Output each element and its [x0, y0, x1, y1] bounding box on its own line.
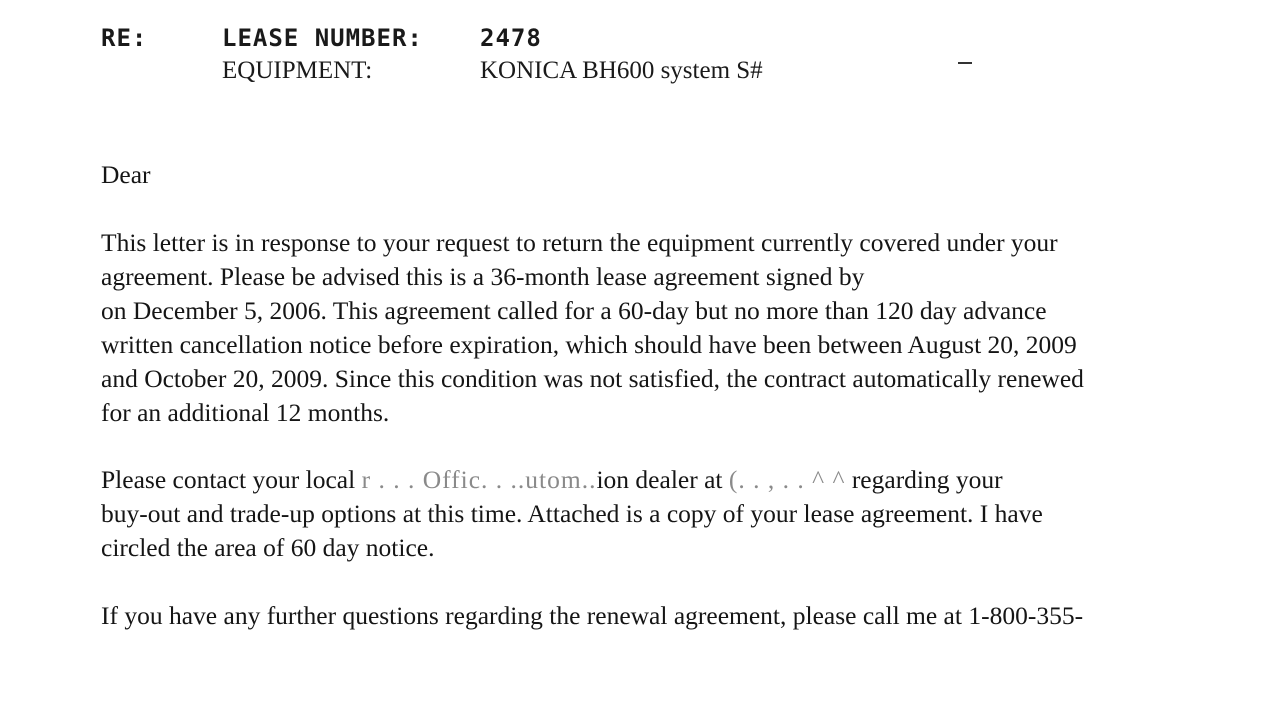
paragraph-2-line: circled the area of 60 day notice.	[101, 533, 435, 562]
paragraph-2-line	[101, 463, 1231, 497]
paragraph-1-line: and October 20, 2009. Since this condition was not satisfied, the contract automatically renewed	[101, 364, 1084, 393]
lease-number-value: 2478	[480, 24, 542, 52]
paragraph-1-line: for an additional 12 months.	[101, 398, 390, 427]
paragraph-3: If you have any further questions regarding the renewal agreement, please call me at 1-800-355-	[101, 601, 1084, 630]
paragraph-2-line: buy-out and trade-up options at this time. Attached is a copy of your lease agreement. I have	[101, 499, 1043, 528]
contact-text-mid: ion dealer at	[596, 465, 723, 494]
paragraph-1	[101, 226, 1231, 430]
re-label: RE:	[101, 24, 148, 52]
contact-text-end: regarding your	[851, 465, 1003, 494]
paragraph-1-line: on December 5, 2006. This agreement called for a 60-day but no more than 120 day advance	[101, 296, 1047, 325]
paragraph-1-line: agreement. Please be advised this is a 36-month lease agreement signed by	[101, 262, 865, 291]
redaction-mark	[958, 62, 972, 64]
equipment-value: KONICA BH600 system S#	[480, 57, 763, 84]
contact-text-start: Please contact your local	[101, 465, 356, 494]
paragraph-1-line: This letter is in response to your request to return the equipment currently covered under your	[101, 228, 1058, 257]
lease-number-label: LEASE NUMBER:	[222, 24, 423, 52]
redacted-phone: (. . , . . ^ ^	[728, 465, 846, 494]
paragraph-1-line: written cancellation notice before expiration, which should have been between August 20, 2009	[101, 330, 1077, 359]
redacted-dealer-name: r . . . Offic. . ..utom..	[361, 465, 597, 494]
equipment-label: EQUIPMENT:	[222, 57, 373, 84]
paragraph-2	[101, 463, 1231, 565]
salutation: Dear	[101, 160, 151, 189]
